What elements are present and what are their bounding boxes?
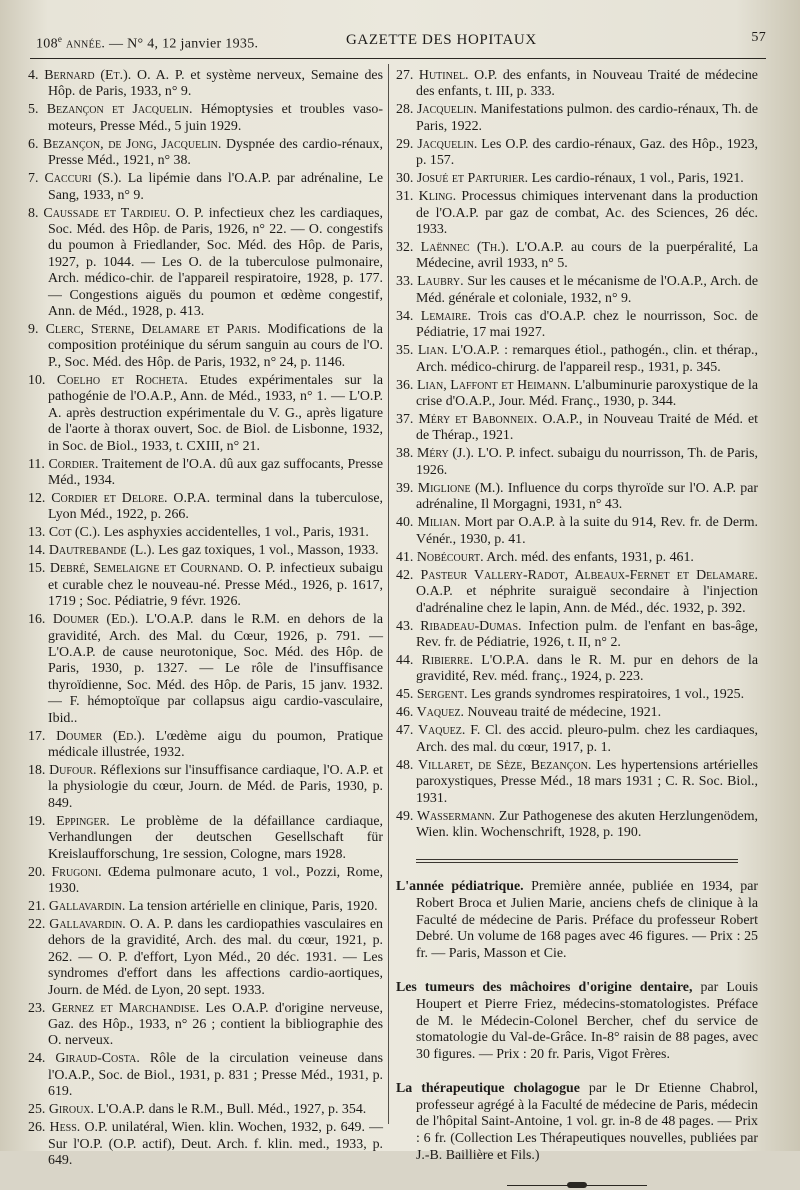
reference-author: 4. Bernard (Et.). xyxy=(28,68,132,83)
reference-entry xyxy=(396,687,758,703)
reference-text: Les gaz toxiques, 1 vol., Masson, 1933. xyxy=(154,543,379,559)
reference-entry xyxy=(28,206,383,321)
ornament-center xyxy=(567,1182,587,1188)
reference-author: 26. Hess. xyxy=(28,1120,81,1136)
reference-author: 13. Cot (C.). xyxy=(28,525,101,541)
reference-author: 20. Frugoni. xyxy=(28,864,102,880)
book-notice xyxy=(396,980,758,1063)
reference-entry xyxy=(28,917,383,999)
reference-author: 10. Coelho et Rocheta. xyxy=(28,372,188,388)
reference-author: 48. Villaret, de Sèze, Bezançon. xyxy=(396,757,592,773)
reference-text: Œdema pulmonare acuto, 1 vol., Pozzi, Rome, 1930. xyxy=(48,864,383,896)
reference-author: 25. Giroux. xyxy=(28,1102,95,1118)
reference-entry xyxy=(28,612,383,727)
reference-author: 45. Sergent. xyxy=(396,687,468,703)
reference-text: L'albuminurie paroxystique de la crise d'O.A.P., Jour. Méd. Franç., 1930, p. 344. xyxy=(416,377,758,410)
reference-entry xyxy=(396,378,758,411)
reference-entry xyxy=(396,412,758,445)
book-title: Les tumeurs des mâchoires d'origine dentaire, xyxy=(396,980,693,996)
reference-entry xyxy=(28,865,383,898)
reference-entry xyxy=(28,729,383,762)
page-number: 57 xyxy=(751,30,766,45)
book-description: par Louis Houpert et Pierre Friez, médecins-stomatologistes. Préface de M. le Médecin-Colonel Bercher, chef du service de stomatologie du Val-de-Grâce. In-8° raisin de 88 pages, avec 30 figures. — Prix : 20 fr. Paris, Vigot Frères. xyxy=(416,980,758,1062)
reference-author: 42. Pasteur Vallery-Radot, Albeaux-Fernet et Delamare. xyxy=(396,567,758,583)
reference-author: 11. Cordier. xyxy=(28,456,99,472)
reference-text: L'O.P.A. dans le R. M. pur en dehors de la gravidité, Rev. méd. franç., 1924, p. 223. xyxy=(416,652,758,685)
reference-text: Les cardio-rénaux, 1 vol., Paris, 1921. xyxy=(528,171,744,187)
reference-text: La lipémie dans l'O.A.P. par adrénaline, Le Sang, 1933, n° 9. xyxy=(48,171,383,203)
reference-text: Les grands syndromes respiratoires, 1 vol., 1925. xyxy=(467,687,745,703)
reference-text: O. A. P. dans les cardiopathies vasculaires en dehors de la gravidité, Arch. des mal. du cœur, 1921, p. 262. — O. P. d'effort, Lyon Méd., 20 déc. 1931. — Les syndromes d'effort dans les affections cardio-aortiques, Journ. de Méd. de Lyon, 20 sept. 1933. xyxy=(48,917,383,998)
reference-text: Le problème de la défaillance cardiaque, Verhandlungen der deutschen Gesellschaft für Kreislaufforschung, 1re session, Cologne, mars 1928. xyxy=(48,813,383,862)
reference-text: Processus chimiques intervenant dans la production de l'O.A.P. par gaz de combat, Ac. des Sciences, 26 déc. 1933. xyxy=(416,189,758,238)
reference-entry xyxy=(28,491,383,524)
reference-author: 22. Gallavardin. xyxy=(28,917,126,932)
reference-text: O.P.A. terminal dans la tuberculose, Lyon Méd., 1922, p. 266. xyxy=(48,490,383,523)
reference-text: Trois cas d'O.A.P. chez le nourrisson, Soc. de Pédiatrie, 17 mai 1927. xyxy=(416,308,759,341)
reference-text: La tension artérielle en clinique, Paris, 1920. xyxy=(125,899,378,914)
reference-author: 35. Lian. xyxy=(396,343,448,359)
header-rule xyxy=(30,58,766,59)
reference-entry xyxy=(28,763,383,812)
reference-text: L'O.A.P. dans le R.M., Bull. Méd., 1927, p. 354. xyxy=(94,1102,367,1118)
reference-entry xyxy=(396,653,758,686)
issue-year-sup: e xyxy=(57,34,63,44)
reference-author: 39. Miglione (M.). xyxy=(396,480,504,496)
reference-entry xyxy=(396,568,758,617)
book-title: La thérapeutique cholagogue xyxy=(396,1081,580,1097)
reference-text: Mort par O.A.P. à la suite du 914, Rev. fr. de Derm. Vénér., 1930, p. 41. xyxy=(416,515,758,547)
reference-entry xyxy=(396,481,758,514)
reference-entry xyxy=(396,171,758,187)
reference-entry xyxy=(396,189,758,238)
reference-entry xyxy=(28,1051,383,1100)
reference-text: O. P. infectieux chez les cardiaques, Soc. Méd. des Hôp. de Paris, 1926, n° 22. — O. congestifs du poumon à Friedlander, Soc. Méd. des Hôp. de Paris, 1927, p. 1044. — Les O. de la tuberculose pulmonaire, Arch. médico-chir. de l'appareil respiratoire, 1928, p. 177. — Congestions aiguës du poumon et œdème congestif, Ann. de Méd., 1928, p. 413. xyxy=(48,205,384,320)
book-title: L'année pédiatrique. xyxy=(396,879,524,895)
section-rule-top xyxy=(416,859,738,860)
reference-author: 38. Méry (J.). xyxy=(396,446,474,462)
reference-text: Les hypertensions artérielles paroxystiques, Presse Méd., 18 mars 1931 ; C. R. Soc. Biol., 1931. xyxy=(416,757,759,806)
reference-entry xyxy=(396,102,758,135)
reference-entry xyxy=(28,171,383,204)
reference-text: O.P. des enfants, in Nouveau Traité de médecine des enfants, t. III, p. 333. xyxy=(416,68,758,100)
book-description: Première année, publiée en 1934, par Robert Broca et Julien Marie, anciens chefs de clinique à la Faculté de médecine de Paris. Préface du professeur Robert Debré. Un volume de 168 pages avec 46 figures. — Prix : 25 fr. — Paris, Masson et Cie. xyxy=(416,879,759,961)
issue-year: 108 xyxy=(36,36,58,52)
book-description: par le Dr Etienne Chabrol, professeur agrégé à la Faculté de médecine de Paris, médecin de l'hôpital Saint-Antoine, 1 vol. gr. in-8 de 48 pages. — Prix : 6 fr. (Collection Les Thérapeutiques nouvelles, publiées par J.-B. Baillière et Fils.) xyxy=(416,1081,758,1163)
right-column xyxy=(396,68,758,1190)
reference-entry xyxy=(396,240,758,273)
reference-text: O.A.P. et néphrite suraiguë secondaire à l'injection d'adrénaline chez le lapin, Ann. de Méd., déc. 1932, p. 392. xyxy=(416,584,758,616)
reference-entry xyxy=(396,68,758,101)
reference-entry xyxy=(396,723,758,756)
reference-author: 29. Jacquelin. xyxy=(396,136,478,152)
reference-entry xyxy=(396,705,758,721)
reference-author: 12. Cordier et Delore. xyxy=(28,490,168,506)
reference-entry xyxy=(28,899,383,915)
reference-text: O.P. unilatéral, Wien. klin. Wochen, 1932, p. 649. — Sur l'O.P. (O.P. actif), Deut. Arch. f. klin. med., 1933, p. 649. xyxy=(48,1120,384,1169)
reference-entry xyxy=(396,550,758,566)
reference-entry xyxy=(28,322,383,371)
end-ornament xyxy=(507,1182,647,1190)
reference-author: 49. Wassermann. xyxy=(396,808,496,824)
reference-text: Infection pulm. de l'enfant en bas-âge, Rev. fr. de Pédiatrie, 1926, t. II, n° 2. xyxy=(416,618,758,650)
reference-text: Influence du corps thyroïde sur l'O. A.P. par adrénaline, Il Morgagni, 1931, n° 43. xyxy=(416,480,759,513)
reference-entry xyxy=(396,309,758,342)
reference-text: Réflexions sur l'insuffisance cardiaque, l'O. A.P. et la physiologie du cœur, Journ. de Méd. de Paris, 1930, p. 849. xyxy=(48,762,383,811)
book-notice xyxy=(396,1081,758,1164)
reference-author: 6. Bezançon, de Jong, Jacquelin. xyxy=(28,136,222,152)
reference-author: 34. Lemaire. xyxy=(396,308,472,324)
reference-entry xyxy=(28,373,383,455)
reference-text: Arch. méd. des enfants, 1931, p. 461. xyxy=(483,549,694,565)
reference-entry xyxy=(396,274,758,307)
reference-entry xyxy=(28,814,383,863)
reference-text: Les O.P. des cardio-rénaux, Gaz. des Hôp., 1923, p. 157. xyxy=(416,136,758,169)
reference-entry xyxy=(396,619,758,652)
reference-entry xyxy=(28,457,383,490)
reference-text: O. A. P. et système nerveux, Semaine des Hôp. de Paris, 1933, n° 9. xyxy=(48,68,383,100)
reference-entry xyxy=(396,446,758,479)
reference-author: 32. Laënnec (Th.). xyxy=(396,240,509,256)
reference-author: 28. Jacquelin. xyxy=(396,102,477,118)
reference-text: Etudes expérimentales sur la pathogénie de l'O.A.P., Ann. de Méd., 1933, n° 1. — L'O.P. A. après destruction expérimentale du V. G., après ligature de l'aorte à thorax ouvert, Soc. de Biol. de Lisbonne, 1932, in Soc. de Biol., 1933, t. CXIII, n° 21. xyxy=(48,372,383,454)
reference-entry xyxy=(396,758,758,807)
reference-author: 8. Caussade et Tardieu. xyxy=(28,205,171,221)
reference-text: O. P. infectieux subaigu et curable chez le nouveau-né. Presse Méd., 1926, p. 1617, 1719 ; Soc. Pédiatrie, 9 févr. 1926. xyxy=(48,561,383,610)
reference-text: Sur les causes et le mécanisme de l'O.A.P., Arch. de Méd. générale et coloniale, 1932, n° 9. xyxy=(416,274,759,306)
journal-title: GAZETTE DES HOPITAUX xyxy=(346,32,537,48)
reference-entry xyxy=(396,343,758,376)
reference-author: 47. Vaquez. xyxy=(396,723,466,739)
issue-date: — N° 4, 12 janvier 1935. xyxy=(109,36,259,52)
reference-author: 5. Bezançon et Jacquelin. xyxy=(28,102,193,118)
reference-author: 37. Méry et Babonneix. xyxy=(396,412,538,428)
reference-text: Traitement de l'O.A. dû aux gaz suffocants, Presse Méd., 1934. xyxy=(48,456,384,488)
reference-text: Zur Pathogenese des akuten Herzlungenödem, Wien. klin. Wochenschrift, 1928, p. 190. xyxy=(416,808,758,840)
reference-text: Hémoptysies et troubles vaso-moteurs, Presse Méd., 5 juin 1929. xyxy=(48,102,383,134)
issue-info xyxy=(36,34,258,53)
reference-author: 30. Josué et Parturier. xyxy=(396,171,529,187)
reference-text: Les O.A.P. d'origine nerveuse, Gaz. des Hôp., 1933, n° 26 ; contient la bibliographie des O. nerveux. xyxy=(48,1000,383,1049)
reference-author: 17. Doumer (Ed.). xyxy=(28,728,145,744)
reference-author: 19. Eppinger. xyxy=(28,813,110,829)
reference-author: 16. Doumer (Ed.). xyxy=(28,612,139,628)
reference-entry xyxy=(28,1001,383,1050)
reference-author: 18. Dufour. xyxy=(28,762,97,778)
reference-text: Rôle de la circulation veineuse dans l'O.A.P., Soc. de Biol., 1931, p. 831 ; Presse Méd., 1931, p. 619. xyxy=(48,1051,383,1100)
reference-author: 44. Ribierre. xyxy=(396,652,474,668)
reference-text: Dyspnée des cardio-rénaux, Presse Méd., 1921, n° 38. xyxy=(48,136,383,169)
reference-entry xyxy=(28,68,383,101)
reference-author: 31. Kling. xyxy=(396,189,457,205)
reference-text: L'O.A.P. dans le R.M. en dehors de la gravidité, Arch. des Mal. du Cœur, 1926, p. 791. — L'O.A.P. de cause neurotonique, Soc. Méd. des Hôp. de Paris, 1930, p. 1327. — Le rôle de l'insuffisance thyroïdienne, Soc. Méd. des Hôp. de Paris, 15 janv. 1932. — F. hémoptoïque par collapsus aigu cardio-vasculaire, Ibid.. xyxy=(48,612,384,726)
reference-author: 36. Lian, Laffont et Heimann. xyxy=(396,377,571,393)
reference-author: 33. Laubry. xyxy=(396,274,464,290)
issue-annee: année. xyxy=(66,36,106,52)
left-column xyxy=(28,68,383,1171)
reference-author: 27. Hutinel. xyxy=(396,68,469,83)
section-rule-bottom xyxy=(416,862,738,863)
reference-author: 24. Giraud-Costa. xyxy=(28,1051,140,1067)
reference-text: Manifestations pulmon. des cardio-rénaux, Th. de Paris, 1922. xyxy=(416,102,758,134)
reference-text: F. Cl. des accid. pleuro-pulm. chez les cardiaques, Arch. des mal. du cœur, 1917, p. 1. xyxy=(416,723,758,755)
reference-author: 40. Milian. xyxy=(396,515,461,531)
reference-author: 15. Debré, Semelaigne et Cournand. xyxy=(28,561,244,577)
right-references xyxy=(396,68,758,841)
running-header xyxy=(36,30,766,56)
reference-entry xyxy=(396,809,758,842)
book-notices xyxy=(396,879,758,1164)
column-divider xyxy=(388,64,389,1124)
reference-text: O.A.P., in Nouveau Traité de Méd. et de Thérap., 1921. xyxy=(416,412,758,444)
reference-entry xyxy=(28,102,383,135)
reference-entry xyxy=(28,1102,383,1118)
reference-entry xyxy=(28,137,383,170)
reference-text: L'O. P. infect. subaigu du nourrisson, Th. de Paris, 1926. xyxy=(416,446,758,478)
reference-text: Nouveau traité de médecine, 1921. xyxy=(463,705,662,721)
reference-author: 41. Nobécourt. xyxy=(396,549,484,565)
reference-author: 46. Vaquez. xyxy=(396,705,464,721)
reference-entry xyxy=(396,137,758,170)
reference-entry xyxy=(28,543,383,559)
reference-text: L'O.A.P. : remarques étiol., pathogén., clin. et thérap., Arch. médico-chirurg. de l'appareil resp., 1931, p. 345. xyxy=(416,343,758,375)
reference-entry xyxy=(28,561,383,610)
reference-text: Les asphyxies accidentelles, 1 vol., Paris, 1931. xyxy=(100,525,369,541)
reference-text: Modifications de la composition protéinique du sérum sanguin au cours de l'O. P., Soc. Méd. des Hôp. de Paris, 1932, n° 24, p. 1146. xyxy=(48,322,383,370)
reference-author: 21. Gallavardin. xyxy=(28,899,126,914)
reference-author: 9. Clerc, Sterne, Delamare et Paris. xyxy=(28,322,261,338)
reference-author: 43. Ribadeau-Dumas. xyxy=(396,618,522,634)
reference-entry xyxy=(28,525,383,541)
reference-text: L'œdème aigu du poumon, Pratique médicale illustrée, 1932. xyxy=(48,728,383,760)
reference-author: 14. Dautrebande (L.). xyxy=(28,543,155,559)
reference-author: 23. Gernez et Marchandise. xyxy=(28,1000,200,1016)
reference-author: 7. Caccuri (S.). xyxy=(28,171,122,187)
book-notice xyxy=(396,879,758,962)
reference-entry xyxy=(396,515,758,548)
reference-text: L'O.A.P. au cours de la puerpéralité, La Médecine, avril 1933, n° 5. xyxy=(416,240,759,272)
reference-entry xyxy=(28,1120,383,1169)
